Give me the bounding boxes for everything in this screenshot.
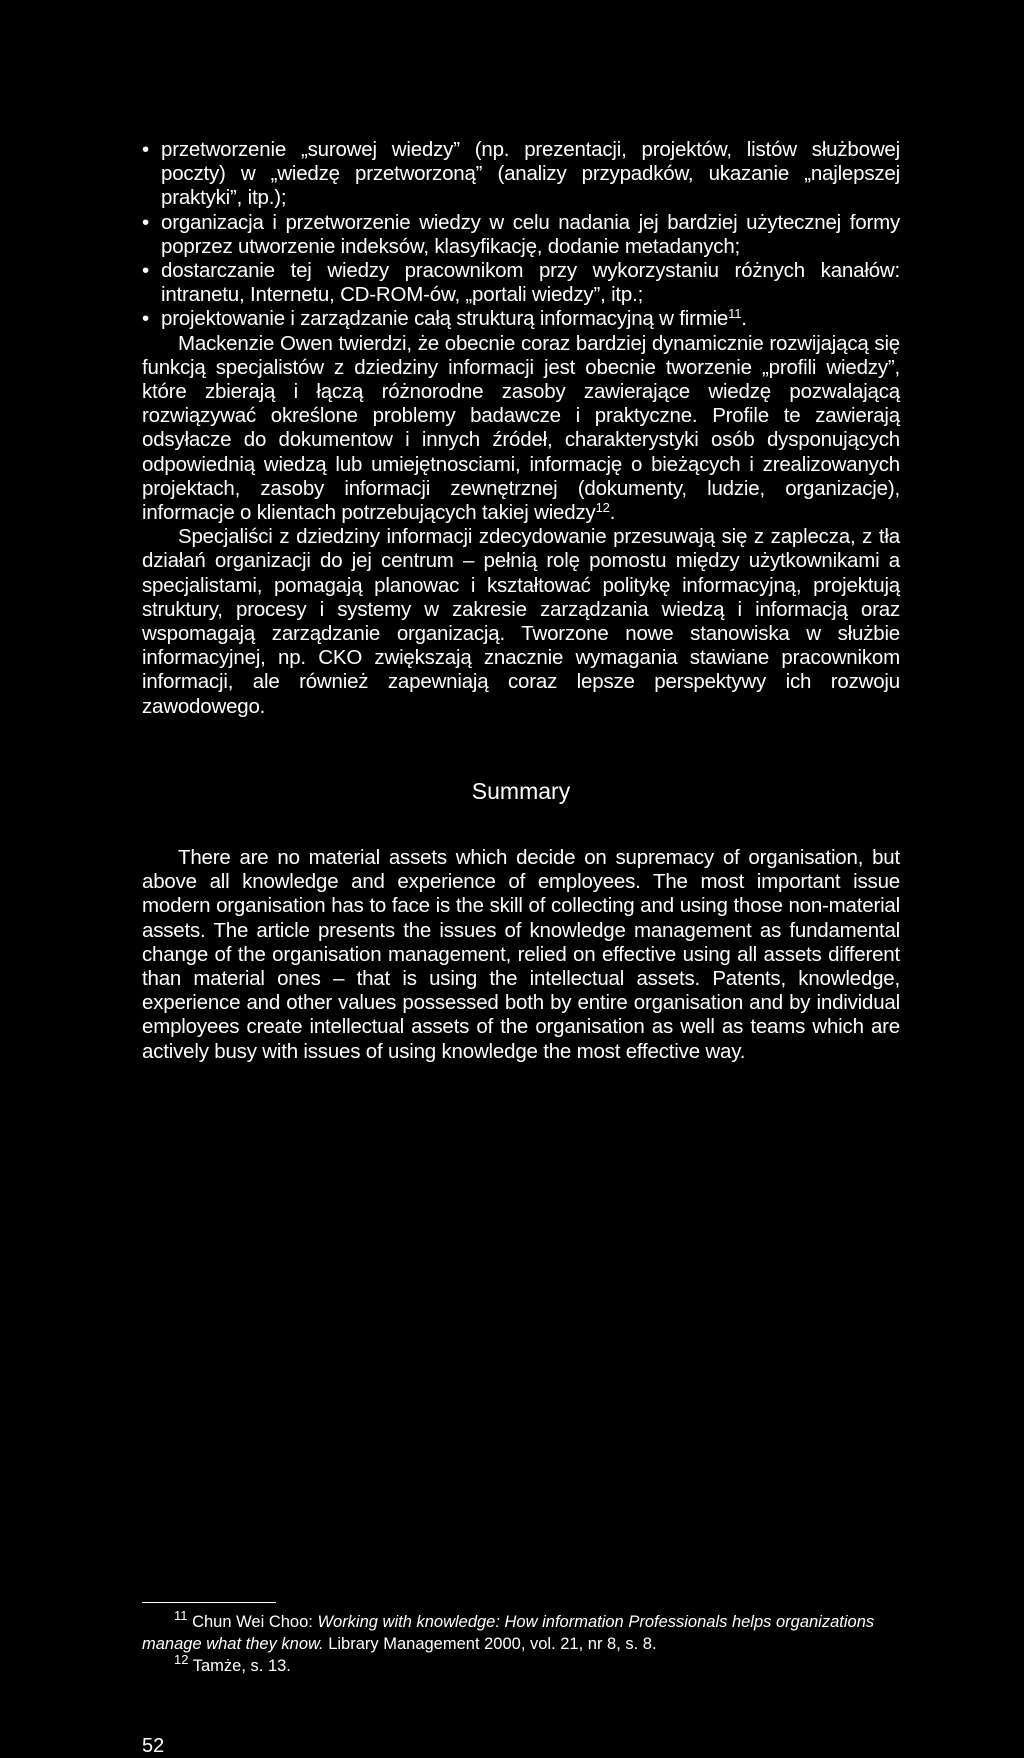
bullet-icon: • bbox=[142, 138, 149, 161]
bullet-icon: • bbox=[142, 307, 149, 331]
footnote-ref[interactable]: 12 bbox=[595, 500, 610, 516]
footnote-ref[interactable]: 11 bbox=[728, 306, 742, 322]
footnote-number: 11 bbox=[174, 1608, 188, 1623]
list-item-text: projektowanie i zarządzanie całą strukturą informacyjną w firmie bbox=[161, 307, 729, 331]
footnote-title: Working with knowledge: How information Professionals helps organizations manage what they know. bbox=[142, 1613, 875, 1653]
bullet-icon: • bbox=[142, 259, 149, 283]
footnote-text: Tamże, s. 13. bbox=[188, 1657, 291, 1675]
footnote bbox=[142, 1652, 900, 1677]
list-item bbox=[142, 211, 900, 259]
paragraph-text: Mackenzie Owen twierdzi, że obecnie coraz bardziej dynamicznie rozwijającą się funkcją specjalistów z dziedziny informacji jest obecnie tworzenie „profili wiedzy”, które zbierają i łączą różnorodne zasoby zawierające wiedzę pozwalającą rozwiązywać określone problemy badawcze i praktyczne. Profile te zawierają odsyłacze do dokumentow i innych źródeł, charakterystyki osób dysponujących odpowiednią wiedzą lub umiejętnosciami, informację o bieżących i zrealizowanych projektach, zasoby informacji zewnętrznej (dokumenty, ludzie, organizacje), informacje o klientach potrzebujących takiej wiedzy bbox=[142, 331, 900, 525]
footnote-number: 12 bbox=[174, 1652, 189, 1667]
summary-paragraph: There are no material assets which decide on supremacy of organisation, but above all knowledge and experience of employees. The most important issue modern organisation has to face is the skill of collecting and using those non-material assets. The article presents the issues of knowledge management as fundamental change of the organisation management, relied on effective using all assets different than material ones – that is using the intellectual assets. Patents, knowledge, experience and other values possessed both by entire organisation and by individual employees create intellectual assets of the organisation as well as teams which are actively busy with issues of using knowledge the most effective way. bbox=[142, 846, 900, 1063]
body-paragraph: Specjaliści z dziedziny informacji zdecydowanie przesuwają się z zaplecza, z tła działań organizacji do jej centrum – pełnią rolę pomostu między użytkownikami a specjalistami, pomagają planowac i kształtować politykę informacyjną, projektują struktury, procesy i systemy w zakresie zarządzania wiedzą i informacją oraz wspomagają zarządzanie organizacją. Tworzone nowe stanowiska w służbie informacyjnej, np. CKO zwiększają znacznie wymagania stawiane pracownikom informacji, ale również zapewniają coraz lepsze perspektywy ich rozwoju zawodowego. bbox=[142, 525, 900, 718]
page-number: 52 bbox=[142, 1735, 165, 1757]
footnotes bbox=[142, 1602, 900, 1677]
punctuation: . bbox=[741, 307, 747, 331]
list-item bbox=[142, 307, 900, 331]
footnote-author: Chun Wei Choo: bbox=[187, 1613, 318, 1631]
footnote-divider bbox=[142, 1602, 276, 1603]
list-item bbox=[142, 259, 900, 307]
list-item bbox=[142, 138, 900, 211]
list-item-text: organizacja i przetworzenie wiedzy w celu nadania jej bardziej użytecznej formy poprzez utworzenie indeksów, klasyfikację, dodanie metadanych; bbox=[161, 210, 900, 258]
punctuation: . bbox=[609, 501, 616, 525]
bullet-list bbox=[142, 138, 900, 332]
summary-heading: Summary bbox=[471, 778, 571, 804]
list-item-text: przetworzenie „surowej wiedzy” (np. prezentacji, projektów, listów służbowej poczty) w „wiedzę przetworzoną” (analizy przypadków, ukazanie „najlepszej praktyki”, itp.); bbox=[161, 138, 900, 210]
list-item-text: dostarczanie tej wiedzy pracownikom przy wykorzystaniu różnych kanałów: intranetu, Internetu, CD-ROM-ów, „portali wiedzy”, itp.; bbox=[161, 259, 900, 307]
bullet-icon: • bbox=[142, 210, 149, 234]
footnote-source: Library Management 2000, vol. 21, nr 8, s. 8. bbox=[323, 1635, 657, 1653]
body-paragraph bbox=[142, 332, 900, 526]
summary-section bbox=[142, 846, 900, 1064]
document-page bbox=[142, 138, 900, 1757]
footnote bbox=[142, 1608, 900, 1655]
